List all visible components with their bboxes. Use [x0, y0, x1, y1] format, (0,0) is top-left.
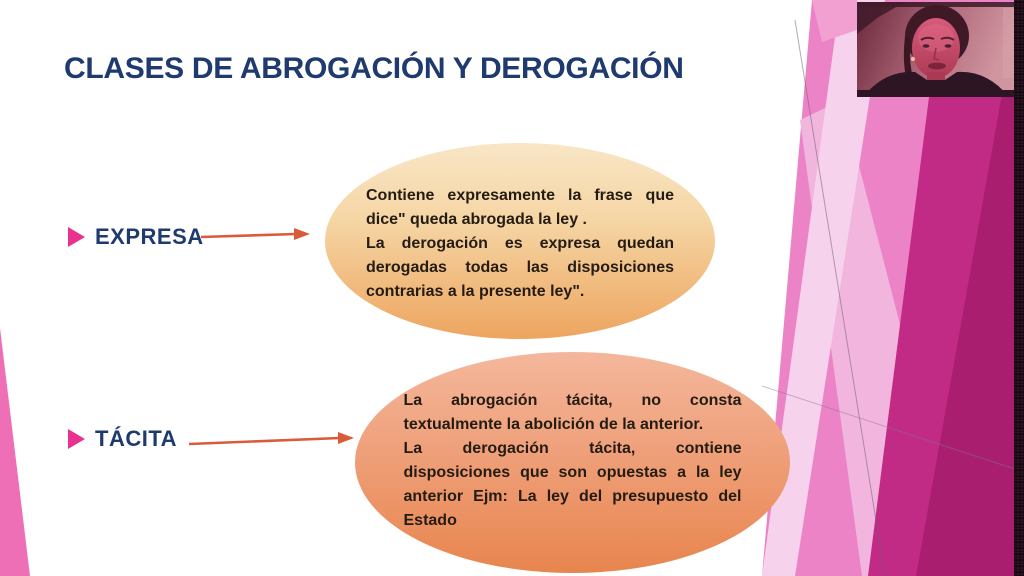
bubble-paragraph: La abrogación tácita, no consta textualmente la abolición de la anterior. [403, 391, 742, 433]
bubble-paragraph: La derogación tácita, contiene disposiciones que son opuestas a la ley anterior Ejm: La ley del presupuesto del Estado [403, 439, 742, 529]
bubble-paragraph: Contiene expresamente la frase que dice" queda abrogada la ley . [366, 187, 674, 228]
expresa-bubble-text [366, 184, 674, 304]
list-item-tacita [68, 426, 177, 452]
slide-title: CLASES DE ABROGACIÓN Y DEROGACIÓN [64, 52, 684, 85]
tacita-connector-arrow-icon [186, 428, 358, 452]
expresa-bubble [325, 143, 715, 339]
bullet-arrow-icon [68, 227, 85, 247]
list-item-expresa [68, 224, 204, 250]
expresa-connector-arrow-icon [198, 224, 312, 246]
webcam-thumbnail [857, 2, 1015, 97]
expresa-label: EXPRESA [95, 224, 204, 249]
tacita-bubble [355, 352, 790, 573]
bullet-arrow-icon [68, 429, 85, 449]
tacita-label: TÁCITA [95, 426, 178, 451]
video-noise-edge [1014, 0, 1024, 576]
tacita-bubble-text [404, 389, 742, 533]
presenter-video-illustration [857, 2, 1015, 97]
bubble-paragraph: La derogación es expresa quedan derogadas todas las disposiciones contrarias a la presente ley". [366, 235, 674, 300]
